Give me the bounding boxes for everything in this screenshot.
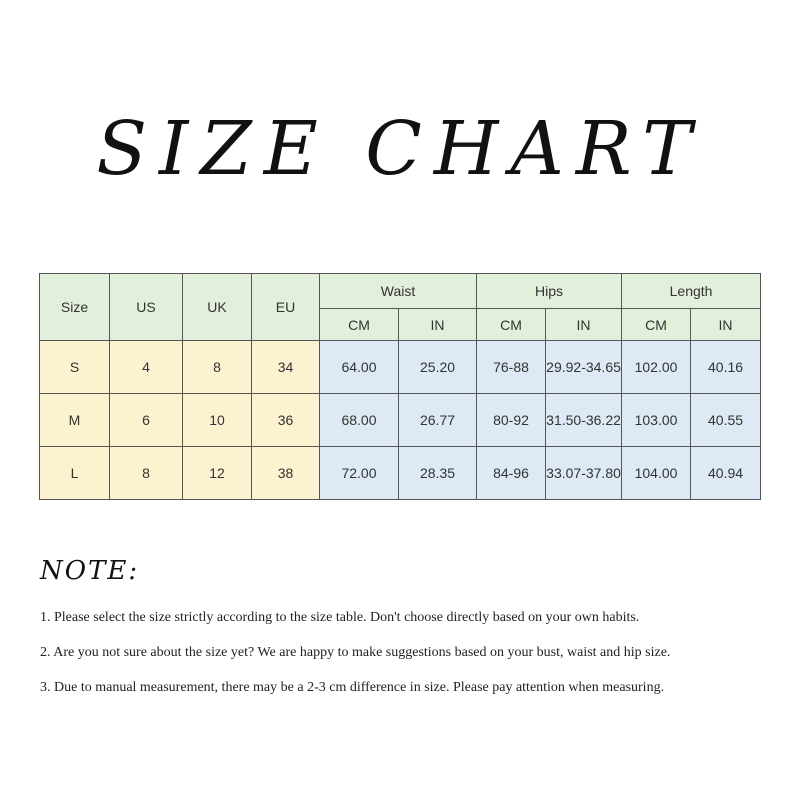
cell-hips-cm: 84-96 bbox=[477, 447, 546, 500]
cell-length-cm: 103.00 bbox=[622, 394, 691, 447]
cell-length-in: 40.94 bbox=[691, 447, 761, 500]
cell-hips-in: 33.07-37.80 bbox=[546, 447, 622, 500]
cell-us: 4 bbox=[110, 341, 183, 394]
cell-size: S bbox=[40, 341, 110, 394]
cell-uk: 10 bbox=[183, 394, 252, 447]
cell-length-cm: 102.00 bbox=[622, 341, 691, 394]
cell-waist-in: 25.20 bbox=[399, 341, 477, 394]
cell-us: 6 bbox=[110, 394, 183, 447]
subheader-waist-cm: CM bbox=[320, 309, 399, 341]
cell-size: M bbox=[40, 394, 110, 447]
subheader-waist-in: IN bbox=[399, 309, 477, 341]
header-us: US bbox=[110, 274, 183, 341]
note-line-1: 1. Please select the size strictly according to the size table. Don't choose directly based on your own habits. bbox=[40, 610, 640, 625]
table-row bbox=[40, 447, 761, 500]
header-eu: EU bbox=[252, 274, 320, 341]
cell-waist-cm: 72.00 bbox=[320, 447, 399, 500]
cell-eu: 34 bbox=[252, 341, 320, 394]
subheader-hips-in: IN bbox=[546, 309, 622, 341]
cell-hips-in: 31.50-36.22 bbox=[546, 394, 622, 447]
cell-waist-in: 26.77 bbox=[399, 394, 477, 447]
header-length: Length bbox=[622, 274, 761, 309]
cell-uk: 12 bbox=[183, 447, 252, 500]
page-title: SIZE CHART bbox=[96, 106, 704, 192]
size-table bbox=[39, 273, 761, 500]
table-row bbox=[40, 341, 761, 394]
header-size: Size bbox=[40, 274, 110, 341]
table-row bbox=[40, 394, 761, 447]
cell-waist-in: 28.35 bbox=[399, 447, 477, 500]
note-line-3: 3. Due to manual measurement, there may be a 2-3 cm difference in size. Please pay attention when measuring. bbox=[40, 680, 665, 695]
subheader-hips-cm: CM bbox=[477, 309, 546, 341]
header-hips: Hips bbox=[477, 274, 622, 309]
table-header-row bbox=[40, 274, 761, 309]
header-waist: Waist bbox=[320, 274, 477, 309]
cell-us: 8 bbox=[110, 447, 183, 500]
cell-hips-cm: 80-92 bbox=[477, 394, 546, 447]
subheader-length-cm: CM bbox=[622, 309, 691, 341]
note-line-2: 2. Are you not sure about the size yet? We are happy to make suggestions based on your bust, waist and hip size. bbox=[40, 645, 671, 660]
cell-eu: 36 bbox=[252, 394, 320, 447]
header-uk: UK bbox=[183, 274, 252, 341]
cell-eu: 38 bbox=[252, 447, 320, 500]
cell-hips-in: 29.92-34.65 bbox=[546, 341, 622, 394]
cell-length-in: 40.16 bbox=[691, 341, 761, 394]
cell-waist-cm: 64.00 bbox=[320, 341, 399, 394]
cell-hips-cm: 76-88 bbox=[477, 341, 546, 394]
note-title: NOTE: bbox=[40, 556, 140, 586]
cell-length-in: 40.55 bbox=[691, 394, 761, 447]
cell-uk: 8 bbox=[183, 341, 252, 394]
cell-size: L bbox=[40, 447, 110, 500]
cell-length-cm: 104.00 bbox=[622, 447, 691, 500]
cell-waist-cm: 68.00 bbox=[320, 394, 399, 447]
subheader-length-in: IN bbox=[691, 309, 761, 341]
